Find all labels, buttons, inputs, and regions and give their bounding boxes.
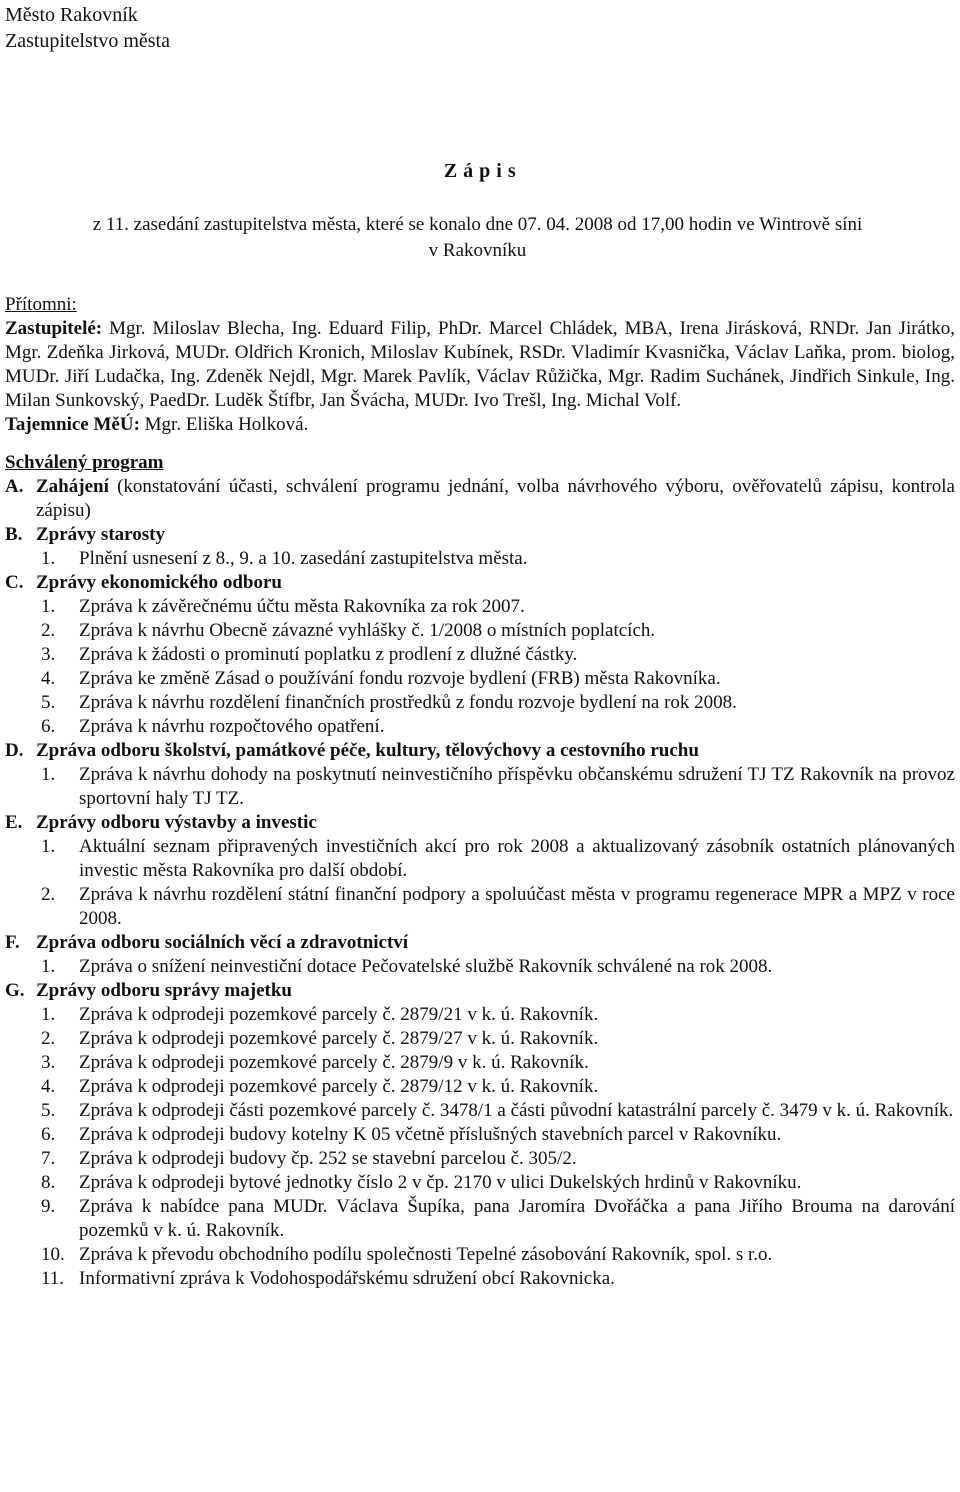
section-a-content [36,475,955,523]
program-item [5,883,955,931]
item-text: Zpráva o snížení neinvestiční dotace Pečovatelské službě Rakovník schválené na rok 2008. [79,956,773,977]
program-item [5,1027,955,1051]
item-number: 10. [41,1244,65,1265]
item-text: Zpráva k odprodeji pozemkové parcely č. 2879/27 v k. ú. Rakovník. [79,1028,599,1049]
item-text: Plnění usnesení z 8., 9. a 10. zasedání zastupitelstva města. [79,548,528,569]
item-number: 1. [41,764,56,785]
section-title: Zprávy ekonomického odboru [36,572,282,593]
item-number: 4. [41,1076,56,1097]
item-number: 4. [41,668,56,689]
section-b-heading [5,523,955,547]
program-item [5,763,955,811]
councillors-text: Mgr. Miloslav Blecha, Ing. Eduard Filip, PhDr. Marcel Chládek, MBA, Irena Jirásková, RNDr. Jan Jirátko, Mgr. Zdeňka Jirková, MUDr. Oldřich Kronich, Miloslav Kubínek, RSDr. Vladimír Kvasnička, Václav Laňka, prom. biolog, MUDr. Jiří Ludačka, Ing. Zdeněk Nejdl, Mgr. Marek Pavlík, Václav Růžička, Mgr. Radim Suchánek, Jindřich Sinkule, Ing. Milan Sunkovský, PaedDr. Luděk Štífbr, Jan Švácha, MUDr. Ivo Trešl, Ing. Michal Volf. [5,318,956,411]
item-text: Informativní zpráva k Vodohospodářskému sdružení obcí Rakovnicka. [79,1268,615,1289]
item-text: Zpráva k odprodeji pozemkové parcely č. 2879/12 v k. ú. Rakovník. [79,1076,599,1097]
section-a [5,475,955,523]
item-number: 1. [41,956,56,977]
section-key: F. [5,932,20,953]
section-a-key: A. [5,476,24,497]
program-item [5,1123,955,1147]
header-council: Zastupitelstvo města [5,30,170,52]
item-text: Zpráva k návrhu rozpočtového opatření. [79,716,385,737]
program-item [5,643,955,667]
document-title: Z á p i s [443,160,517,182]
item-text: Zpráva k závěrečnému účtu města Rakovníka za rok 2007. [79,596,525,617]
program-item [5,1171,955,1195]
document-body [5,293,955,1291]
item-text: Zpráva k návrhu rozdělení státní finanční podpory a spoluúčast města v programu regenerace MPR a MPZ v roce 2008. [79,884,955,929]
item-text: Zpráva k návrhu rozdělení finančních prostředků z fondu rozvoje bydlení na rok 2008. [79,692,737,713]
section-f-heading [5,931,955,955]
section-title: Zpráva odboru sociálních věcí a zdravotnictví [36,932,409,953]
program-sections [5,523,955,1291]
section-key: E. [5,812,23,833]
item-text: Zpráva ke změně Zásad o používání fondu rozvoje bydlení (FRB) města Rakovníka. [79,668,721,689]
section-title: Zprávy starosty [36,524,165,545]
councillors-label: Zastupitelé: [5,318,103,339]
program-item [5,1243,955,1267]
section-key: G. [5,980,25,1001]
item-text: Zpráva k žádosti o prominutí poplatku z prodlení z dlužné částky. [79,644,578,665]
section-key: C. [5,572,24,593]
item-number: 5. [41,1100,56,1121]
program-item [5,667,955,691]
program-item [5,1099,955,1123]
item-number: 6. [41,1124,56,1145]
program-item [5,835,955,883]
item-text: Zpráva k odprodeji budovy čp. 252 se stavební parcelou č. 305/2. [79,1148,577,1169]
program-item [5,1195,955,1243]
section-title: Zpráva odboru školství, památkové péče, kultury, tělovýchovy a cestovního ruchu [36,740,699,761]
item-number: 2. [41,1028,56,1049]
item-number: 2. [41,620,56,641]
section-key: B. [5,524,23,545]
item-text: Zpráva k odprodeji pozemkové parcely č. 2879/21 v k. ú. Rakovník. [79,1004,599,1025]
councillors-paragraph [5,317,955,413]
item-number: 11. [41,1268,65,1289]
program-item [5,1075,955,1099]
item-number: 6. [41,716,56,737]
program-item [5,619,955,643]
item-text: Zpráva k odprodeji bytové jednotky číslo 2 v čp. 2170 v ulici Dukelských hrdinů v Rakovníku. [79,1172,802,1193]
program-item [5,955,955,979]
secretary-text: Mgr. Eliška Holková. [144,414,309,435]
item-text: Zpráva k převodu obchodního podílu společnosti Tepelné zásobování Rakovník, spol. s r.o. [79,1244,773,1265]
section-e-heading [5,811,955,835]
section-title: Zprávy odboru správy majetku [36,980,292,1001]
program-item [5,1051,955,1075]
section-key: D. [5,740,24,761]
section-g-heading [5,979,955,1003]
item-text: Zpráva k návrhu Obecně závazné vyhlášky č. 1/2008 o místních poplatcích. [79,620,656,641]
program-heading: Schválený program [5,452,164,473]
document-header [5,2,170,54]
subtitle-line-1: z 11. zasedání zastupitelstva města, které se konalo dne 07. 04. 2008 od 17,00 hodin ve Wintrově síni [92,214,863,235]
item-text: Zpráva k odprodeji pozemkové parcely č. 2879/9 v k. ú. Rakovník. [79,1052,589,1073]
section-a-title: Zahájení [36,476,109,497]
item-number: 8. [41,1172,56,1193]
program-item [5,691,955,715]
present-label: Přítomni: [5,294,77,315]
item-text: Zpráva k nabídce pana MUDr. Václava Šupíka, pana Jaromíra Dvořáčka a pana Jiřího Brouma na darování pozemků v k. ú. Rakovník. [79,1196,955,1241]
program-item [5,1003,955,1027]
section-c-heading [5,571,955,595]
item-number: 5. [41,692,56,713]
subtitle-line-2: v Rakovníku [428,240,527,261]
header-city: Město Rakovník [5,4,138,26]
document-subtitle [5,212,950,264]
section-d-heading [5,739,955,763]
item-text: Aktuální seznam připravených investičních akcí pro rok 2008 a aktualizovaný zásobník ostatních plánovaných investic města Rakovníka pro další období. [79,836,955,881]
program-item [5,1267,955,1291]
item-number: 1. [41,596,56,617]
program-item [5,595,955,619]
section-title: Zprávy odboru výstavby a investic [36,812,317,833]
item-text: Zpráva k odprodeji budovy kotelny K 05 včetně příslušných stavebních parcel v Rakovníku. [79,1124,782,1145]
item-text: Zpráva k odprodeji části pozemkové parcely č. 3478/1 a části původní katastrální parcely č. 3479 v k. ú. Rakovník. [79,1100,954,1121]
program-item [5,1147,955,1171]
item-number: 1. [41,836,56,857]
item-number: 1. [41,548,56,569]
item-number: 3. [41,1052,56,1073]
item-number: 3. [41,644,56,665]
program-item [5,715,955,739]
secretary-label: Tajemnice MěÚ: [5,414,140,435]
item-number: 1. [41,1004,56,1025]
item-number: 9. [41,1196,56,1217]
secretary-line [5,413,955,437]
item-text: Zpráva k návrhu dohody na poskytnutí neinvestičního příspěvku občanskému sdružení TJ TZ Rakovník na provoz sportovní haly TJ TZ. [79,764,955,809]
section-a-text: (konstatování účasti, schválení programu jednání, volba návrhového výboru, ověřovatelů zápisu, kontrola zápisu) [36,476,955,521]
program-item [5,547,955,571]
item-number: 2. [41,884,56,905]
item-number: 7. [41,1148,56,1169]
